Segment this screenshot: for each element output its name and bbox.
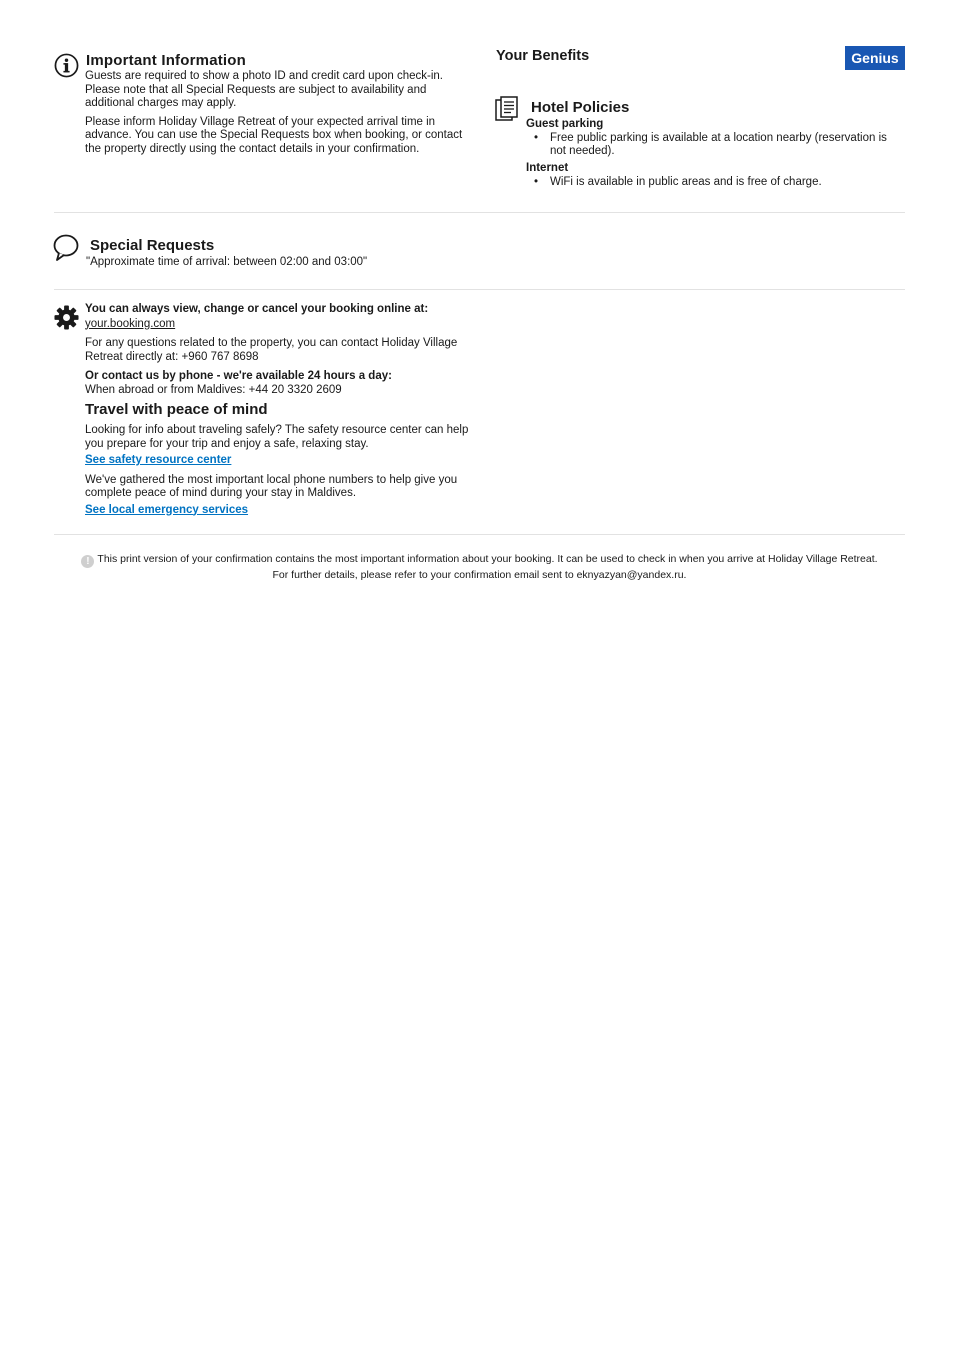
policy-item: • Free public parking is available at a location nearby (reservation is not needed). bbox=[550, 132, 906, 159]
info-icon bbox=[54, 53, 79, 78]
footer-line-2: For further details, please refer to your confirmation email sent to eknyazyan@yandex.ru. bbox=[272, 569, 687, 581]
contact-text: For any questions related to the property, you can contact Holiday Village Retreat directly at: +960 767 8698 bbox=[85, 337, 458, 363]
policy-list bbox=[526, 132, 906, 159]
phone-text: When abroad or from Maldives: +44 20 3320 2609 bbox=[85, 383, 342, 396]
policy-label: Guest parking bbox=[526, 118, 604, 130]
policy-group-parking bbox=[526, 118, 906, 159]
important-info-paragraph: Guests are required to show a photo ID and credit card upon check-in. Please note that all Special Requests are subject to availability and additional charges may apply. bbox=[85, 70, 443, 109]
booking-link[interactable]: your.booking.com bbox=[85, 317, 176, 330]
policy-list bbox=[526, 176, 906, 190]
policy-label: Internet bbox=[526, 162, 569, 174]
phone-heading: Or contact us by phone - we're available 24 hours a day: bbox=[85, 370, 392, 382]
policy-group-internet bbox=[526, 162, 906, 189]
special-requests-text: "Approximate time of arrival: between 02:00 and 03:00" bbox=[86, 256, 368, 268]
emergency-text: We've gathered the most important local phone numbers to help give you complete peace of mind during your stay in Maldives. bbox=[85, 473, 458, 499]
important-info-title: Important Information bbox=[86, 52, 247, 69]
important-info-paragraph: Please inform Holiday Village Retreat of your expected arrival time in advance. You can use the Special Requests box when booking, or contact the property directly using the contact details in your confirmation. bbox=[85, 115, 463, 155]
travel-title: Travel with peace of mind bbox=[85, 401, 268, 418]
manage-heading: You can always view, change or cancel your booking online at: bbox=[85, 303, 429, 315]
benefits-title: Your Benefits bbox=[496, 48, 590, 64]
footer-line-1 bbox=[54, 552, 905, 568]
important-info-body bbox=[85, 70, 470, 161]
section-divider bbox=[54, 534, 905, 535]
document-icon bbox=[495, 96, 519, 122]
section-divider bbox=[54, 289, 905, 290]
travel-text: Looking for info about traveling safely? The safety resource center can help you prepare for your trip and enjoy a safe, relaxing stay. bbox=[85, 424, 469, 450]
footer-note bbox=[54, 552, 905, 582]
footer-text-1: This print version of your confirmation contains the most important information about your booking. It can be used to check in when you arrive at Holiday Village Retreat. bbox=[97, 553, 878, 565]
speech-bubble-icon bbox=[53, 234, 79, 262]
genius-badge: Genius bbox=[845, 46, 905, 70]
hotel-policies-title: Hotel Policies bbox=[531, 99, 630, 116]
alert-icon: ! bbox=[81, 555, 94, 568]
gear-icon bbox=[54, 305, 79, 330]
manage-booking-section bbox=[85, 303, 475, 517]
section-divider bbox=[54, 212, 905, 213]
policy-item: • WiFi is available in public areas and is free of charge. bbox=[550, 176, 906, 190]
safety-resource-link[interactable]: See safety resource center bbox=[85, 454, 232, 466]
emergency-services-link[interactable]: See local emergency services bbox=[85, 503, 249, 516]
special-requests-title: Special Requests bbox=[90, 237, 215, 254]
